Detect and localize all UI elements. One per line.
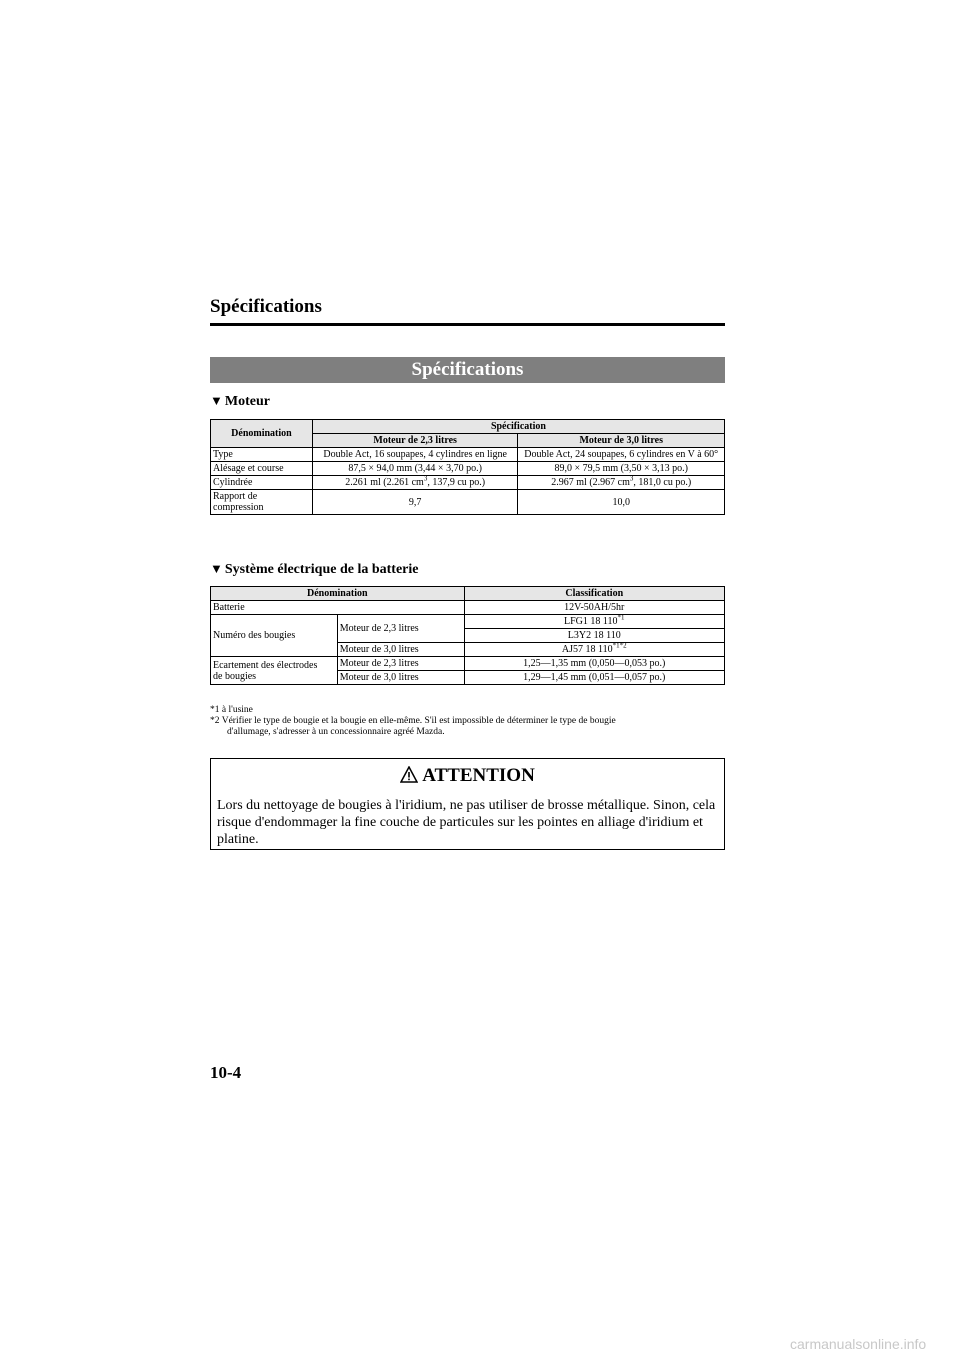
- page-number: 10-4: [210, 1063, 242, 1082]
- header-rule: [210, 323, 725, 326]
- cell-value: L3Y2 18 110: [464, 629, 724, 643]
- engine-col-name: Dénomination: [211, 420, 313, 448]
- cell-value: 2.967 ml (2.967 $cm^3$, 181,0 cu po.): [518, 476, 725, 490]
- cell-value: 9,7: [312, 490, 518, 515]
- electrical-heading-label: Système électrique de la batterie: [224, 562, 419, 577]
- section-banner: Spécifications: [210, 357, 725, 383]
- triangle-down-icon: ▼: [210, 393, 223, 408]
- cell-value: 87,5 × 94,0 mm (3,44 × 3,70 po.): [312, 462, 518, 476]
- warning-triangle-icon: [400, 766, 418, 789]
- row-label: Rapport de compression: [211, 490, 313, 515]
- engine-table: [210, 419, 725, 515]
- table-row: [211, 657, 725, 671]
- table-row: [211, 615, 725, 629]
- sub-label: Moteur de 3,0 litres: [337, 643, 464, 657]
- electrical-col-name: Dénomination: [211, 587, 465, 601]
- table-row: [211, 601, 725, 615]
- engine-col-23: Moteur de 2,3 litres: [312, 434, 518, 448]
- cell-value: 89,0 × 79,5 mm (3,50 × 3,13 po.): [518, 462, 725, 476]
- cell-value: Double Act, 24 soupapes, 6 cylindres en V à 60°: [518, 448, 725, 462]
- cell-value: Double Act, 16 soupapes, 4 cylindres en ligne: [312, 448, 518, 462]
- electrical-col-class: Classification: [464, 587, 724, 601]
- table-row: [211, 448, 725, 462]
- caution-title-label: ATTENTION: [422, 765, 535, 786]
- watermark: carmanualsonline.info: [790, 1336, 927, 1352]
- row-label: Ecartement des électrodes de bougies: [211, 657, 338, 685]
- engine-heading: [210, 393, 270, 410]
- row-label: Alésage et course: [211, 462, 313, 476]
- triangle-down-icon: ▼: [210, 561, 223, 576]
- caution-box: [210, 758, 725, 850]
- footnote-2: *2 Vérifier le type de bougie et la bougie en elle-même. S'il est impossible de déterminer le type de bougie: [210, 716, 616, 726]
- footnote-2-cont: d'allumage, s'adresser à un concessionnaire agréé Mazda.: [227, 727, 445, 737]
- engine-heading-label: Moteur: [224, 394, 270, 409]
- page-header-title: Spécifications: [210, 296, 322, 317]
- caution-title: [211, 765, 724, 789]
- cell-value: 1,25―1,35 mm (0,050―0,053 po.): [464, 657, 724, 671]
- caution-body: Lors du nettoyage de bougies à l'iridium, ne pas utiliser de brosse métallique. Sinon, cela risque d'endommager la fine couche de particules sur les pointes en alliage d'iridium et platine.: [217, 798, 716, 847]
- sub-label: Moteur de 2,3 litres: [337, 657, 464, 671]
- row-label: Cylindrée: [211, 476, 313, 490]
- sub-label: Moteur de 3,0 litres: [337, 671, 464, 685]
- row-label: Numéro des bougies: [211, 615, 338, 657]
- electrical-heading: [210, 561, 418, 578]
- cell-value: LFG1 18 110$^{*1}$: [464, 615, 724, 629]
- cell-value: 10,0: [518, 490, 725, 515]
- cell-value: 1,29―1,45 mm (0,051―0,057 po.): [464, 671, 724, 685]
- engine-col-30: Moteur de 3,0 litres: [518, 434, 725, 448]
- table-row: [211, 476, 725, 490]
- sub-label: Moteur de 2,3 litres: [337, 615, 464, 643]
- footnote-1: *1 à l'usine: [210, 705, 253, 715]
- table-row: [211, 490, 725, 515]
- electrical-table: [210, 586, 725, 685]
- table-row: [211, 462, 725, 476]
- cell-value: AJ57 18 $110^{*1*2}$: [464, 643, 724, 657]
- cell-value: 2.261 ml (2.261 $cm^3$, 137,9 cu po.): [312, 476, 518, 490]
- row-label: Batterie: [211, 601, 465, 615]
- row-label: Type: [211, 448, 313, 462]
- engine-col-spec: Spécification: [312, 420, 724, 434]
- cell-value: 12V-50AH/5hr: [464, 601, 724, 615]
- footnotes: [210, 705, 725, 738]
